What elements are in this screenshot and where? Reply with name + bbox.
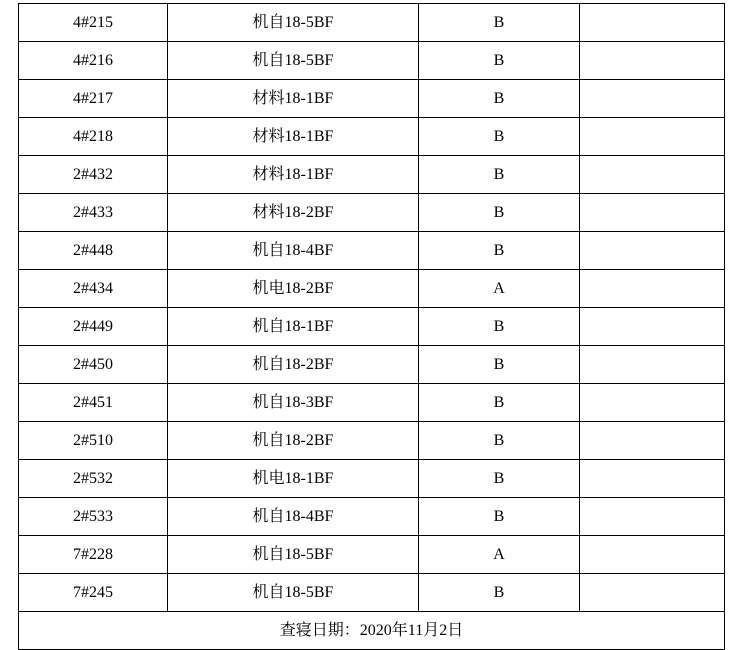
table-row [19,194,725,232]
cell-class: 机自18-3BF [168,384,419,422]
cell-note [580,346,725,384]
cell-note [580,574,725,612]
cell-class: 机自18-4BF [168,232,419,270]
cell-room: 2#532 [19,460,168,498]
cell-room: 2#451 [19,384,168,422]
cell-grade: B [419,194,580,232]
table-row [19,422,725,460]
cell-class: 机自18-5BF [168,574,419,612]
cell-grade: B [419,308,580,346]
table-row [19,118,725,156]
cell-note [580,194,725,232]
cell-class: 机自18-5BF [168,42,419,80]
cell-room: 7#228 [19,536,168,574]
cell-note [580,460,725,498]
table-row [19,498,725,536]
table-row [19,4,725,42]
cell-note [580,80,725,118]
cell-class: 机自18-1BF [168,308,419,346]
cell-grade: B [419,384,580,422]
cell-grade: B [419,118,580,156]
cell-note [580,384,725,422]
cell-note [580,4,725,42]
cell-note [580,156,725,194]
table-footer-row [19,612,725,650]
table-row [19,308,725,346]
cell-class: 机电18-2BF [168,270,419,308]
cell-class: 材料18-1BF [168,156,419,194]
cell-room: 2#510 [19,422,168,460]
table-row [19,460,725,498]
cell-note [580,232,725,270]
cell-class: 材料18-2BF [168,194,419,232]
cell-grade: B [419,232,580,270]
document-sheet [0,3,738,639]
cell-room: 2#450 [19,346,168,384]
cell-class: 材料18-1BF [168,118,419,156]
cell-note [580,118,725,156]
cell-grade: B [419,574,580,612]
cell-note [580,42,725,80]
table-row [19,384,725,422]
cell-note [580,536,725,574]
cell-grade: B [419,460,580,498]
cell-grade: A [419,536,580,574]
table-row [19,156,725,194]
cell-room: 2#434 [19,270,168,308]
table-row [19,270,725,308]
cell-class: 机自18-2BF [168,346,419,384]
cell-grade: A [419,270,580,308]
cell-room: 4#218 [19,118,168,156]
cell-note [580,422,725,460]
cell-grade: B [419,156,580,194]
table-row [19,536,725,574]
cell-class: 机自18-5BF [168,536,419,574]
dorm-inspection-table [18,3,725,650]
table-row [19,42,725,80]
cell-note [580,498,725,536]
cell-room: 4#215 [19,4,168,42]
cell-class: 机自18-2BF [168,422,419,460]
cell-class: 材料18-1BF [168,80,419,118]
cell-note [580,308,725,346]
cell-class: 机自18-4BF [168,498,419,536]
cell-room: 2#448 [19,232,168,270]
cell-room: 2#533 [19,498,168,536]
cell-grade: B [419,42,580,80]
table-row [19,574,725,612]
inspection-date: 查寝日期：2020年11月2日 [19,612,725,650]
cell-grade: B [419,4,580,42]
table-row [19,80,725,118]
cell-grade: B [419,80,580,118]
cell-room: 4#216 [19,42,168,80]
cell-room: 2#449 [19,308,168,346]
cell-grade: B [419,498,580,536]
table-row [19,346,725,384]
table-row [19,232,725,270]
cell-note [580,270,725,308]
cell-grade: B [419,346,580,384]
cell-class: 机自18-5BF [168,4,419,42]
table-body [19,4,725,650]
cell-room: 2#432 [19,156,168,194]
cell-room: 2#433 [19,194,168,232]
cell-grade: B [419,422,580,460]
cell-class: 机电18-1BF [168,460,419,498]
cell-room: 7#245 [19,574,168,612]
cell-room: 4#217 [19,80,168,118]
